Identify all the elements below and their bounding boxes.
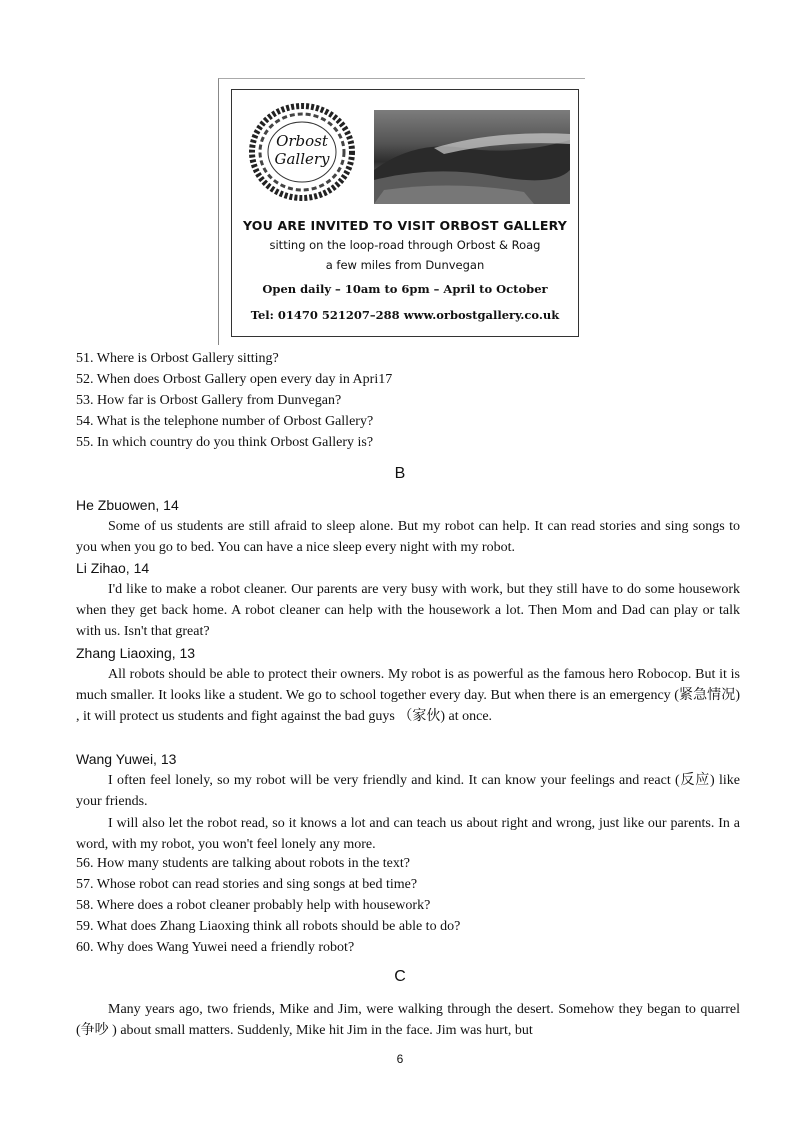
- question-56: 56. How many students are talking about robots in the text?: [76, 856, 410, 871]
- gallery-advertisement: [218, 78, 585, 345]
- question-54: 54. What is the telephone number of Orbost Gallery?: [76, 414, 374, 429]
- paragraph-zhang-liaoxing: All robots should be able to protect their owners. My robot is as powerful as the famous hero Robocop. But it is much smaller. It looks like a student. We go to school together every day. But when there is an emergency (紧急情况) , it will protect us students and fight against the bad guys （家伙) at once.: [76, 667, 740, 725]
- orbost-gallery-logo: [248, 102, 356, 202]
- question-60: 60. Why does Wang Yuwei need a friendly robot?: [76, 940, 355, 955]
- author-zhang-liaoxing: Zhang Liaoxing, 13: [76, 645, 196, 661]
- author-he-zbuowen: He Zbuowen, 14: [76, 497, 179, 513]
- question-51: 51. Where is Orbost Gallery sitting?: [76, 351, 279, 366]
- page-number: 6: [396, 1052, 404, 1066]
- question-58: 58. Where does a robot cleaner probably help with housework?: [76, 898, 431, 913]
- question-59: 59. What does Zhang Liaoxing think all robots should be able to do?: [76, 919, 461, 934]
- ad-location-line: sitting on the loop-road through Orbost & Roag: [269, 238, 541, 252]
- ad-distance-line: a few miles from Dunvegan: [325, 258, 485, 272]
- section-c-heading: C: [394, 968, 406, 985]
- section-b-heading: B: [394, 465, 406, 482]
- ad-invitation-title: YOU ARE INVITED TO VISIT ORBOST GALLERY: [243, 218, 567, 233]
- ad-contact-line: Tel: 01470 521207–288 www.orbostgallery.co.uk: [250, 308, 560, 322]
- paragraph-wang-yuwei-2: I will also let the robot read, so it knows a lot and can teach us about right and wrong, just like our parents. In a word, with my robot, you won't feel lonely any more.: [76, 816, 740, 853]
- paragraph-he-zbuowen: Some of us students are still afraid to sleep alone. But my robot can help. It can read stories and sing songs to you when you go to bed. You can have a nice sleep every night with my robot.: [76, 519, 740, 556]
- question-52: 52. When does Orbost Gallery open every day in Apri17: [76, 372, 393, 387]
- question-53: 53. How far is Orbost Gallery from Dunvegan?: [76, 393, 342, 408]
- advertisement-frame: [231, 89, 579, 337]
- logo-text-orbost: Orbost: [276, 132, 328, 150]
- paragraph-wang-yuwei-1: I often feel lonely, so my robot will be very friendly and kind. It can know your feelings and react (反应) like your friends.: [76, 773, 740, 810]
- gallery-landscape-photo: [374, 110, 570, 204]
- paragraph-li-zihao: I'd like to make a robot cleaner. Our parents are very busy with work, but they still have to do some housework when they get back home. A robot cleaner can help with the housework a lot. Then Mom and Dad can play or talk with us. Isn't that great?: [76, 582, 740, 640]
- author-li-zihao: Li Zihao, 14: [76, 560, 150, 576]
- question-57: 57. Whose robot can read stories and sing songs at bed time?: [76, 877, 418, 892]
- question-55: 55. In which country do you think Orbost Gallery is?: [76, 435, 374, 450]
- paragraph-section-c: Many years ago, two friends, Mike and Jim, were walking through the desert. Somehow they began to quarrel (争吵 ) about small matters. Suddenly, Mike hit Jim in the face. Jim was hurt, but: [76, 1002, 740, 1039]
- logo-text-gallery: Gallery: [274, 150, 330, 168]
- author-wang-yuwei: Wang Yuwei, 13: [76, 751, 177, 767]
- ad-opening-hours: Open daily – 10am to 6pm – April to October: [262, 282, 548, 296]
